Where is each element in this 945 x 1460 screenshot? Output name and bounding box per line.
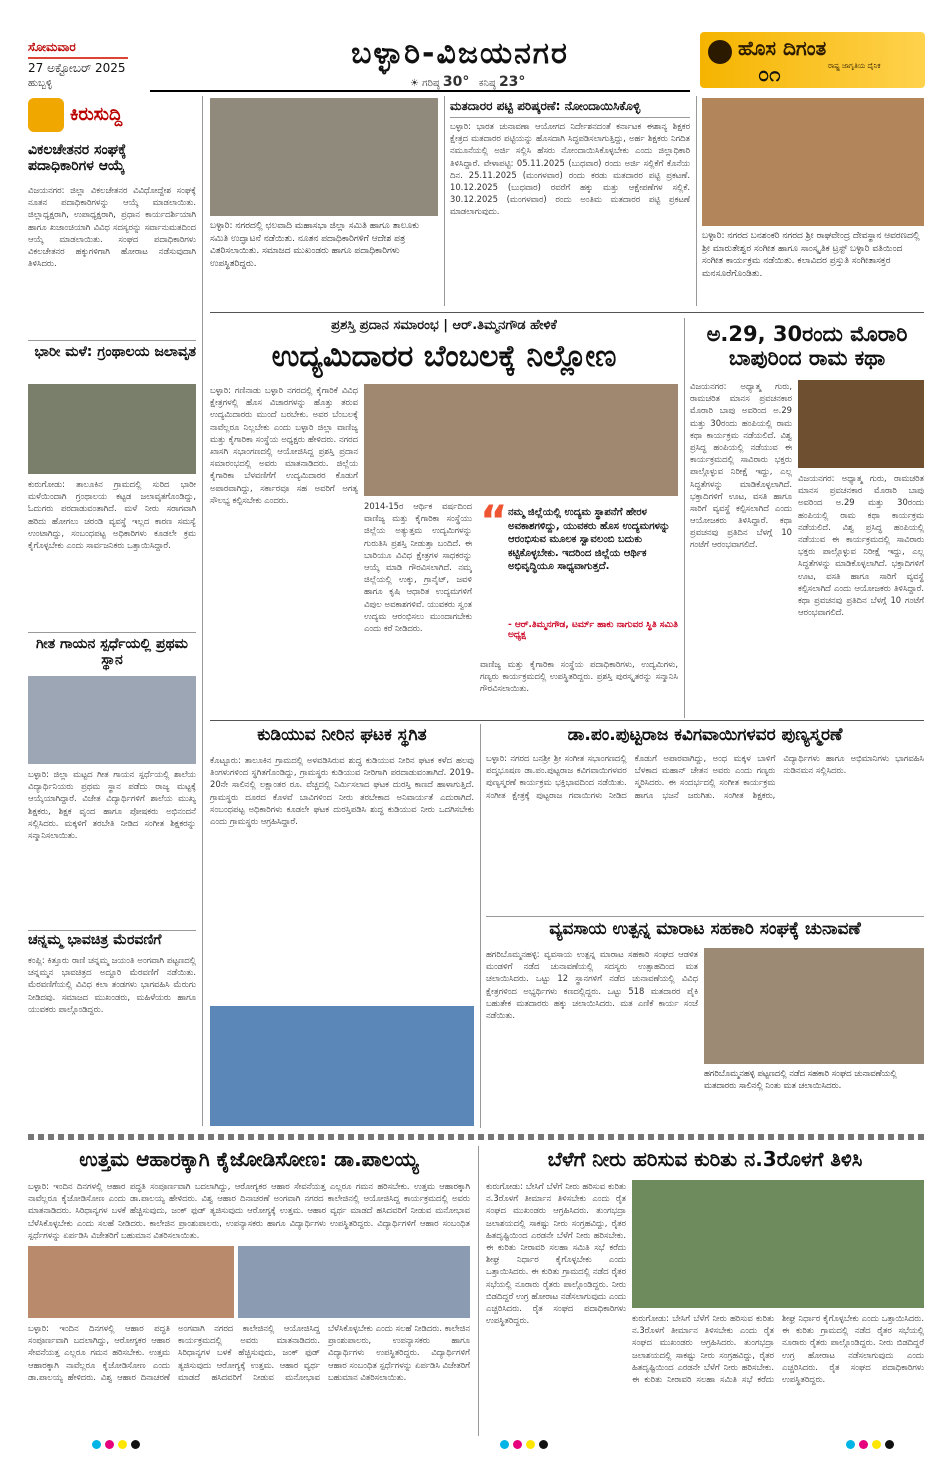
brief-headline: ವಿಕಲಚೇತನರ ಸಂಘಕ್ಕೆ ಪದಾಧಿಕಾರಿಗಳ ಆಯ್ಕೆ xyxy=(28,142,127,175)
day-label: ಸೋಮವಾರ xyxy=(28,40,128,59)
weather-min-label: ಕನಿಷ್ಠ xyxy=(478,78,496,89)
food-body-top: ಬಳ್ಳಾರಿ: ಇಂದಿನ ದಿನಗಳಲ್ಲಿ ಆಹಾರ ಪದ್ಧತಿ ಸಂಪೂರ್ಣವಾಗಿ ಬದಲಾಗಿದ್ದು, ಆರೋಗ್ಯಕರ ಆಹಾರ ಸೇವನೆಯತ್ತ ಎಲ್ಲರೂ ಗಮನ ಹರಿಸಬೇಕು. ಉತ್ತಮ ಆಹಾರಕ್ಕಾಗಿ ನಾವೆಲ್ಲರೂ ಕೈಜೋಡಿಸೋಣ ಎಂದು ಡಾ.ಪಾಲಯ್ಯ ಹೇಳಿದರು. ವಿಶ್ವ ಆಹಾರ ದಿನಾಚರಣೆ ಅಂಗವಾಗಿ ನಗರದ ಕಾಲೇಜಿನಲ್ಲಿ ಆಯೋಜಿಸಿದ್ದ ಕಾರ್ಯಕ್ರಮದಲ್ಲಿ ಅವರು ಮಾತನಾಡಿದರು. ಸಿರಿಧಾನ್ಯಗಳ ಬಳಕೆ ಹೆಚ್ಚಿಸುವುದು, ಜಂಕ್ ಫುಡ್ ತ್ಯಜಿಸುವುದು ಆರೋಗ್ಯಕ್ಕೆ ಉತ್ತಮ. ಆಹಾರ ವ್ಯರ್ಥ ಮಾಡದೆ ಹಸಿದವರಿಗೆ ನೀಡುವ ಮನೋಭಾವ ಬೆಳೆಸಿಕೊಳ್ಳಬೇಕು ಎಂದು ಸಲಹೆ ನೀಡಿದರು. ಕಾಲೇಜಿನ ಪ್ರಾಂಶುಪಾಲರು, ಉಪನ್ಯಾಸಕರು ಹಾಗೂ ವಿದ್ಯಾರ್ಥಿಗಳು ಉಪಸ್ಥಿತರಿದ್ದರು. ವಿದ್ಯಾರ್ಥಿಗಳಿಗೆ ಆಹಾರ ಸಂಬಂಧಿತ ಸ್ಪರ್ಧೆಗಳನ್ನು ಏರ್ಪಡಿಸಿ ವಿಜೇತರಿಗೆ ಬಹುಮಾನ ವಿತರಿಸಲಾಯಿತು. xyxy=(28,1181,470,1240)
column-rule xyxy=(202,96,203,1126)
divider xyxy=(486,916,924,917)
brief-body: ಕಂಪ್ಲಿ: ಕಿತ್ತೂರು ರಾಣಿ ಚನ್ನಮ್ಮ ಜಯಂತಿ ಅಂಗವಾಗಿ ಪಟ್ಟಣದಲ್ಲಿ ಚನ್ನಮ್ಮನ ಭಾವಚಿತ್ರದ ಅದ್ದೂರಿ ಮೆರವಣಿಗೆ ನಡೆಯಿತು. ಮೆರವಣಿಗೆಯಲ್ಲಿ ವಿವಿಧ ಕಲಾ ತಂಡಗಳು ಭಾಗವಹಿಸಿ ಮೆರುಗು ನೀಡಿದವು. ಸಮಾಜದ ಮುಖಂಡರು, ಮಹಿಳೆಯರು ಹಾಗೂ ಯುವಕರು ಪಾಲ್ಗೊಂಡಿದ್ದರು. xyxy=(28,955,196,1014)
lead-headline: ಉದ್ಯಮಿದಾರರ ಬೆಂಬಲಕ್ಕೆ ನಿಲ್ಲೋಣ xyxy=(271,339,617,374)
print-registration-marks xyxy=(500,1440,548,1449)
water-body: ಕೊಟ್ಟೂರು: ತಾಲೂಕಿನ ಗ್ರಾಮದಲ್ಲಿ ಅಳವಡಿಸಿರುವ ಶುದ್ಧ ಕುಡಿಯುವ ನೀರಿನ ಘಟಕ ಕಳೆದ ಹಲವು ತಿಂಗಳುಗಳಿಂದ ಸ್ಥಗಿತಗೊಂಡಿದ್ದು, ಗ್ರಾಮಸ್ಥರು ಕುಡಿಯುವ ನೀರಿಗಾಗಿ ಪರದಾಡುವಂತಾಗಿದೆ. 2019-20ನೇ ಸಾಲಿನಲ್ಲಿ ಲಕ್ಷಾಂತರ ರೂ. ವೆಚ್ಚದಲ್ಲಿ ನಿರ್ಮಿಸಲಾದ ಘಟಕ ದುರಸ್ತಿ ಕಾಣದೆ ಹಾಳಾಗುತ್ತಿದೆ. ಗ್ರಾಮಸ್ಥರು ದೂರದ ಕೊಳವೆ ಬಾವಿಗಳಿಂದ ನೀರು ತರಬೇಕಾದ ಅನಿವಾರ್ಯತೆ ಎದುರಾಗಿದೆ. ಸಂಬಂಧಪಟ್ಟ ಅಧಿಕಾರಿಗಳು ಕೂಡಲೇ ಘಟಕ ದುರಸ್ತಿಪಡಿಸಿ ಶುದ್ಧ ಕುಡಿಯುವ ನೀರು ಒದಗಿಸಬೇಕು ಎಂದು ಗ್ರಾಮಸ್ಥರು ಆಗ್ರಹಿಸಿದ್ದಾರೆ. xyxy=(210,755,474,826)
logo-text: ಹೊಸ ದಿಗಂತ xyxy=(738,36,827,60)
weather-max-label: ಗರಿಷ್ಠ xyxy=(422,78,440,89)
voter-body: ಬಳ್ಳಾರಿ: ಭಾರತ ಚುನಾವಣಾ ಆಯೋಗದ ನಿರ್ದೇಶನದಂತೆ ಕರ್ನಾಟಕ ಈಶಾನ್ಯ ಶಿಕ್ಷಕರ ಕ್ಷೇತ್ರದ ಮತದಾರರ ಪಟ್ಟಿಯನ್ನು ಹೊಸದಾಗಿ ಸಿದ್ಧಪಡಿಸಲಾಗುತ್ತಿದ್ದು, ಅರ್ಹ ಶಿಕ್ಷಕರು ನಿಗದಿತ ನಮೂನೆಯಲ್ಲಿ ಅರ್ಜಿ ಸಲ್ಲಿಸಿ ಹೆಸರು ನೋಂದಾಯಿಸಿಕೊಳ್ಳಬೇಕು ಎಂದು ಜಿಲ್ಲಾಧಿಕಾರಿ ತಿಳಿಸಿದ್ದಾರೆ. ವೇಳಾಪಟ್ಟಿ: 05.11.2025 (ಬುಧವಾರ) ರಂದು ಅರ್ಜಿ ಸಲ್ಲಿಕೆಗೆ ಕೊನೆಯ ದಿನ. 25.11.2025 (ಮಂಗಳವಾರ) ರಂದು ಕರಡು ಮತದಾರರ ಪಟ್ಟಿ ಪ್ರಕಟಣೆ. 10.12.2025 (ಬುಧವಾರ) ರವರೆಗೆ ಹಕ್ಕು ಮತ್ತು ಆಕ್ಷೇಪಣೆಗಳ ಸಲ್ಲಿಕೆ. 30.12.2025 (ಮಂಗಳವಾರ) ರಂದು ಅಂತಿಮ ಮತದಾರರ ಪಟ್ಟಿ ಪ್ರಕಟಣೆ ಮಾಡಲಾಗುವುದು. xyxy=(450,121,690,217)
quote-mark-icon: “ xyxy=(480,496,508,545)
column-rule xyxy=(696,96,697,306)
lead-quote: ನಮ್ಮ ಜಿಲ್ಲೆಯಲ್ಲಿ ಉದ್ಯಮ ಸ್ಥಾಪನೆಗೆ ಹೇರಳ ಅವಕಾಶಗಳಿದ್ದು, ಯುವಕರು ಹೊಸ ಉದ್ಯಮಗಳನ್ನು ಆರಂಭಿಸುವ ಮೂಲಕ ಸ್ವಾವಲಂಬಿ ಬದುಕು ಕಟ್ಟಿಕೊಳ್ಳಬೇಕು. ಇದರಿಂದ ಜಿಲ್ಲೆಯ ಆರ್ಥಿಕ ಅಭಿವೃದ್ಧಿಯೂ ಸಾಧ್ಯವಾಗುತ್ತದೆ. xyxy=(508,507,671,572)
divider xyxy=(28,632,196,633)
water-plant-photo xyxy=(210,1006,474,1126)
award-ceremony-photo xyxy=(364,384,678,496)
sun-icon: ☀ xyxy=(410,78,419,89)
food-event-photo-1 xyxy=(28,1246,234,1318)
divider xyxy=(450,117,690,118)
divider xyxy=(28,930,196,931)
masthead xyxy=(0,0,945,92)
print-registration-marks xyxy=(92,1440,140,1449)
music-program-photo xyxy=(702,98,924,226)
flooded-library-photo xyxy=(28,384,196,474)
column-rule xyxy=(480,724,481,1128)
lead-body-mid: 2014-15ರ ಆರ್ಥಿಕ ವರ್ಷದಿಂದ ವಾಣಿಜ್ಯ ಮತ್ತು ಕೈಗಾರಿಕಾ ಸಂಸ್ಥೆಯು ಜಿಲ್ಲೆಯ ಅತ್ಯುತ್ತಮ ಉದ್ಯಮಿಗಳನ್ನು ಗುರುತಿಸಿ ಪ್ರಶಸ್ತಿ ನೀಡುತ್ತಾ ಬಂದಿದೆ. ಈ ಬಾರಿಯೂ ವಿವಿಧ ಕ್ಷೇತ್ರಗಳ ಸಾಧಕರನ್ನು ಆಯ್ಕೆ ಮಾಡಿ ಗೌರವಿಸಲಾಗಿದೆ. ನಮ್ಮ ಜಿಲ್ಲೆಯಲ್ಲಿ ಉಕ್ಕು, ಗ್ರಾನೈಟ್, ಜವಳಿ ಹಾಗೂ ಕೃಷಿ ಆಧಾರಿತ ಉದ್ಯಮಗಳಿಗೆ ವಿಪುಲ ಅವಕಾಶಗಳಿವೆ. ಯುವಕರು ಸ್ವಂತ ಉದ್ಯಮ ಆರಂಭಿಸಲು ಮುಂದಾಗಬೇಕು ಎಂದು ಕರೆ ನೀಡಿದರು. xyxy=(364,501,472,633)
column-rule xyxy=(684,318,685,718)
brief-headline: ಗೀತ ಗಾಯನ ಸ್ಪರ್ಧೆಯಲ್ಲಿ ಪ್ರಥಮ ಸ್ಥಾನ xyxy=(36,636,188,669)
page-number: ೦೧ xyxy=(758,62,781,86)
ramakatha-body-right: ವಿಜಯನಗರ: ಅಧ್ಯಾತ್ಮ ಗುರು, ರಾಮಚರಿತ ಮಾನಸ ಪ್ರವಚನಕಾರ ಮೊರಾರಿ ಬಾಪು ಅವರಿಂದ ಅ.29 ಮತ್ತು 30ರಂದು ಹಂಪಿಯಲ್ಲಿ ರಾಮ ಕಥಾ ಕಾರ್ಯಕ್ರಮ ನಡೆಯಲಿದೆ. ವಿಶ್ವ ಪ್ರಸಿದ್ಧ ಹಂಪಿಯಲ್ಲಿ ನಡೆಯುವ ಈ ಕಾರ್ಯಕ್ರಮದಲ್ಲಿ ಸಾವಿರಾರು ಭಕ್ತರು ಪಾಲ್ಗೊಳ್ಳುವ ನಿರೀಕ್ಷೆ ಇದ್ದು, ಎಲ್ಲ ಸಿದ್ಧತೆಗಳನ್ನು ಮಾಡಿಕೊಳ್ಳಲಾಗಿದೆ. ಭಕ್ತಾದಿಗಳಿಗೆ ಊಟ, ವಸತಿ ಹಾಗೂ ಸಾರಿಗೆ ವ್ಯವಸ್ಥೆ ಕಲ್ಪಿಸಲಾಗಿದೆ ಎಂದು ಆಯೋಜಕರು ತಿಳಿಸಿದ್ದಾರೆ. ಕಥಾ ಪ್ರವಚನವು ಪ್ರತಿದಿನ ಬೆಳಗ್ಗೆ 10 ಗಂಟೆಗೆ ಆರಂಭವಾಗಲಿದೆ. xyxy=(798,473,924,618)
divider xyxy=(210,720,924,721)
photo-caption: ಹಗರಿಬೊಮ್ಮನಹಳ್ಳಿ ಪಟ್ಟಣದಲ್ಲಿ ನಡೆದ ಸಹಕಾರಿ ಸಂಘದ ಚುನಾವಣೆಯಲ್ಲಿ ಮತದಾರರು ಸಾಲಿನಲ್ಲಿ ನಿಂತು ಮತ ಚಲಾಯಿಸಿದರು. xyxy=(704,1068,897,1090)
ramakatha-body-left: ವಿಜಯನಗರ: ಅಧ್ಯಾತ್ಮ ಗುರು, ರಾಮಚರಿತ ಮಾನಸ ಪ್ರವಚನಕಾರ ಮೊರಾರಿ ಬಾಪು ಅವರಿಂದ ಅ.29 ಮತ್ತು 30ರಂದು ಹಂಪಿಯಲ್ಲಿ ರಾಮ ಕಥಾ ಕಾರ್ಯಕ್ರಮ ನಡೆಯಲಿದೆ. ವಿಶ್ವ ಪ್ರಸಿದ್ಧ ಹಂಪಿಯಲ್ಲಿ ನಡೆಯುವ ಈ ಕಾರ್ಯಕ್ರಮದಲ್ಲಿ ಸಾವಿರಾರು ಭಕ್ತರು ಪಾಲ್ಗೊಳ್ಳುವ ನಿರೀಕ್ಷೆ ಇದ್ದು, ಎಲ್ಲ ಸಿದ್ಧತೆಗಳನ್ನು ಮಾಡಿಕೊಳ್ಳಲಾಗಿದೆ. ಭಕ್ತಾದಿಗಳಿಗೆ ಊಟ, ವಸತಿ ಹಾಗೂ ಸಾರಿಗೆ ವ್ಯವಸ್ಥೆ ಕಲ್ಪಿಸಲಾಗಿದೆ ಎಂದು ಆಯೋಜಕರು ತಿಳಿಸಿದ್ದಾರೆ. ಕಥಾ ಪ್ರವಚನವು ಪ್ರತಿದಿನ ಬೆಳಗ್ಗೆ 10 ಗಂಟೆಗೆ ಆರಂಭವಾಗಲಿದೆ. xyxy=(690,381,792,550)
column-rule xyxy=(444,96,445,306)
farmers-meeting-photo xyxy=(632,1180,924,1308)
section-divider xyxy=(28,1134,924,1140)
water-headline: ಕುಡಿಯುವ ನೀರಿನ ಘಟಕ ಸ್ಥಗಿತ xyxy=(257,725,427,745)
brief-body: ಬಳ್ಳಾರಿ: ಜಿಲ್ಲಾ ಮಟ್ಟದ ಗೀತ ಗಾಯನ ಸ್ಪರ್ಧೆಯಲ್ಲಿ ಶಾಲೆಯ ವಿದ್ಯಾರ್ಥಿನಿಯರು ಪ್ರಥಮ ಸ್ಥಾನ ಪಡೆದು ರಾಜ್ಯ ಮಟ್ಟಕ್ಕೆ ಆಯ್ಕೆಯಾಗಿದ್ದಾರೆ. ವಿಜೇತ ವಿದ್ಯಾರ್ಥಿಗಳಿಗೆ ಶಾಲೆಯ ಮುಖ್ಯ ಶಿಕ್ಷಕರು, ಶಿಕ್ಷಕ ವೃಂದ ಹಾಗೂ ಪೋಷಕರು ಅಭಿನಂದನೆ ಸಲ್ಲಿಸಿದರು. ಮಕ್ಕಳಿಗೆ ತರಬೇತಿ ನೀಡಿದ ಸಂಗೀತ ಶಿಕ್ಷಕರನ್ನು ಸನ್ಮಾನಿಸಲಾಯಿತು. xyxy=(28,769,196,840)
irrigation-headline: ಬೆಳೆಗೆ ನೀರು ಹರಿಸುವ ಕುರಿತು ನ.3ರೊಳಗೆ ತಿಳಿಸಿ xyxy=(547,1147,863,1171)
newspaper-logo xyxy=(700,32,925,88)
column-rule xyxy=(478,1146,479,1436)
lead-body-right: ವಾಣಿಜ್ಯ ಮತ್ತು ಕೈಗಾರಿಕಾ ಸಂಸ್ಥೆಯ ಪದಾಧಿಕಾರಿಗಳು, ಉದ್ಯಮಿಗಳು, ಗಣ್ಯರು ಕಾರ್ಯಕ್ರಮದಲ್ಲಿ ಉಪಸ್ಥಿತರಿದ್ದರು. ಪ್ರಶಸ್ತಿ ಪುರಸ್ಕೃತರನ್ನು ಸನ್ಮಾನಿಸಿ ಗೌರವಿಸಲಾಯಿತು. xyxy=(480,659,678,694)
morari-bapu-photo xyxy=(798,380,924,468)
brief-headline: ಚನ್ನಮ್ಮ ಭಾವಚಿತ್ರ ಮೆರವಣಿಗೆ xyxy=(28,932,162,948)
food-body: ಬಳ್ಳಾರಿ: ಇಂದಿನ ದಿನಗಳಲ್ಲಿ ಆಹಾರ ಪದ್ಧತಿ ಸಂಪೂರ್ಣವಾಗಿ ಬದಲಾಗಿದ್ದು, ಆರೋಗ್ಯಕರ ಆಹಾರ ಸೇವನೆಯತ್ತ ಎಲ್ಲರೂ ಗಮನ ಹರಿಸಬೇಕು. ಉತ್ತಮ ಆಹಾರಕ್ಕಾಗಿ ನಾವೆಲ್ಲರೂ ಕೈಜೋಡಿಸೋಣ ಎಂದು ಡಾ.ಪಾಲಯ್ಯ ಹೇಳಿದರು. ವಿಶ್ವ ಆಹಾರ ದಿನಾಚರಣೆ ಅಂಗವಾಗಿ ನಗರದ ಕಾಲೇಜಿನಲ್ಲಿ ಆಯೋಜಿಸಿದ್ದ ಕಾರ್ಯಕ್ರಮದಲ್ಲಿ ಅವರು ಮಾತನಾಡಿದರು. ಸಿರಿಧಾನ್ಯಗಳ ಬಳಕೆ ಹೆಚ್ಚಿಸುವುದು, ಜಂಕ್ ಫುಡ್ ತ್ಯಜಿಸುವುದು ಆರೋಗ್ಯಕ್ಕೆ ಉತ್ತಮ. ಆಹಾರ ವ್ಯರ್ಥ ಮಾಡದೆ ಹಸಿದವರಿಗೆ ನೀಡುವ ಮನೋಭಾವ ಬೆಳೆಸಿಕೊಳ್ಳಬೇಕು ಎಂದು ಸಲಹೆ ನೀಡಿದರು. ಕಾಲೇಜಿನ ಪ್ರಾಂಶುಪಾಲರು, ಉಪನ್ಯಾಸಕರು ಹಾಗೂ ವಿದ್ಯಾರ್ಥಿಗಳು ಉಪಸ್ಥಿತರಿದ್ದರು. ವಿದ್ಯಾರ್ಥಿಗಳಿಗೆ ಆಹಾರ ಸಂಬಂಧಿತ ಸ್ಪರ್ಧೆಗಳನ್ನು ಏರ್ಪಡಿಸಿ ವಿಜೇತರಿಗೆ ಬಹುಮಾನ ವಿತರಿಸಲಾಯಿತು. xyxy=(28,1323,470,1382)
divider xyxy=(210,312,924,313)
weather-max: 30° xyxy=(442,74,470,90)
weather xyxy=(410,74,525,90)
puttaraj-headline: ಡಾ.ಪಂ.ಪುಟ್ಟರಾಜ ಕವಿಗವಾಯಿಗಳವರ ಪುಣ್ಯಸ್ಮರಣೆ xyxy=(567,725,843,745)
lead-body-left: ಬಳ್ಳಾರಿ: ಗಣಿನಾಡು ಬಳ್ಳಾರಿ ನಗರದಲ್ಲಿ ಕೈಗಾರಿಕೆ ವಿವಿಧ ಕ್ಷೇತ್ರಗಳಲ್ಲಿ ಹೊಸ ವಿಚಾರಗಳನ್ನು ಹೊತ್ತು ತರುವ ಉದ್ಯಮಿದಾರರು ಮುಂದೆ ಬರಬೇಕು. ಅವರ ಬೆಂಬಲಕ್ಕೆ ನಾವೆಲ್ಲರೂ ನಿಲ್ಲಬೇಕು ಎಂದು ಬಳ್ಳಾರಿ ಜಿಲ್ಲಾ ವಾಣಿಜ್ಯ ಮತ್ತು ಕೈಗಾರಿಕಾ ಸಂಸ್ಥೆಯ ಅಧ್ಯಕ್ಷರು ಹೇಳಿದರು. ನಗರದ ಖಾಸಗಿ ಸಭಾಂಗಣದಲ್ಲಿ ಆಯೋಜಿಸಿದ್ದ ಪ್ರಶಸ್ತಿ ಪ್ರದಾನ ಸಮಾರಂಭದಲ್ಲಿ ಅವರು ಮಾತನಾಡಿದರು. ಜಿಲ್ಲೆಯ ಕೈಗಾರಿಕಾ ಬೆಳವಣಿಗೆಗೆ ಉದ್ಯಮಿದಾರರ ಕೊಡುಗೆ ಅಪಾರವಾಗಿದ್ದು, ಸರ್ಕಾರವೂ ಸಹ ಅವರಿಗೆ ಅಗತ್ಯ ಸೌಲಭ್ಯ ಕಲ್ಪಿಸಬೇಕು ಎಂದರು. xyxy=(210,385,358,505)
irrigation-body-right: ಕುರುಗೋಡು: ಬೇಸಿಗೆ ಬೆಳೆಗೆ ನೀರು ಹರಿಸುವ ಕುರಿತು ನ.3ರೊಳಗೆ ತೀರ್ಮಾನ ತಿಳಿಸಬೇಕು ಎಂದು ರೈತ ಸಂಘದ ಮುಖಂಡರು ಆಗ್ರಹಿಸಿದರು. ತುಂಗಭದ್ರಾ ಜಲಾಶಯದಲ್ಲಿ ಸಾಕಷ್ಟು ನೀರು ಸಂಗ್ರಹವಿದ್ದು, ರೈತರ ಹಿತದೃಷ್ಟಿಯಿಂದ ಎರಡನೇ ಬೆಳೆಗೆ ನೀರು ಹರಿಸಬೇಕು. ಈ ಕುರಿತು ನೀರಾವರಿ ಸಲಹಾ ಸಮಿತಿ ಸಭೆ ಕರೆದು ಶೀಘ್ರ ನಿರ್ಧಾರ ಕೈಗೊಳ್ಳಬೇಕು ಎಂದು ಒತ್ತಾಯಿಸಿದರು. ಈ ಕುರಿತು ಗ್ರಾಮದಲ್ಲಿ ನಡೆದ ರೈತರ ಸಭೆಯಲ್ಲಿ ನೂರಾರು ರೈತರು ಪಾಲ್ಗೊಂಡಿದ್ದರು. ನೀರು ಬಿಡದಿದ್ದರೆ ಉಗ್ರ ಹೋರಾಟ ನಡೆಸಲಾಗುವುದು ಎಂದು ಎಚ್ಚರಿಸಿದರು. ರೈತ ಸಂಘದ ಪದಾಧಿಕಾರಿಗಳು ಉಪಸ್ಥಿತರಿದ್ದರು. xyxy=(632,1313,924,1384)
photo-caption: ಬಳ್ಳಾರಿ: ನಗರದ ಬನಶಂಕರಿ ನಗರದ ಶ್ರೀ ರಾಘವೇಂದ್ರ ದೇವಸ್ಥಾನ ಆವರಣದಲ್ಲಿ ಶ್ರೀ ಮಾರುತೇಶ್ವರ ಸಂಗೀತ ಹಾಗೂ ಸಾಂಸ್ಕೃತಿಕ ಟ್ರಸ್ಟ್ ಬಳ್ಳಾರಿ ವತಿಯಿಂದ ಸಂಗೀತ ಕಾರ್ಯಕ್ರಮ ನಡೆಯಿತು. ಕಲಾವಿದರ ಪ್ರಸ್ತುತಿ ಸಂಗೀತಾಸಕ್ತರ ಮನಸೂರೆಗೊಂಡಿತು. xyxy=(702,231,920,279)
dateline xyxy=(28,40,128,89)
voter-headline: ಮತದಾರರ ಪಟ್ಟಿ ಪರಿಷ್ಕರಣೆ: ನೋಂದಾಯಿಸಿಕೊಳ್ಳಿ xyxy=(450,99,641,113)
election-queue-photo xyxy=(704,948,924,1064)
logo-tagline: ರಾಷ್ಟ್ರ ಜಾಗೃತಿಯ ದೈನಿಕ xyxy=(828,62,881,70)
coop-headline: ವ್ಯವಸಾಯ ಉತ್ಪನ್ನ ಮಾರಾಟ ಸಹಕಾರಿ ಸಂಘಕ್ಕೆ ಚುನಾವಣೆ xyxy=(549,919,861,939)
photo-caption: ಬಳ್ಳಾರಿ: ನಗರದಲ್ಲಿ ಛಲವಾದಿ ಮಹಾಸಭಾ ಜಿಲ್ಲಾ ಸಮಿತಿ ಹಾಗೂ ತಾಲೂಕು ಸಮಿತಿ ಉದ್ಘಾಟನೆ ನಡೆಯಿತು. ನೂತನ ಪದಾಧಿಕಾರಿಗಳಿಗೆ ಆದೇಶ ಪತ್ರ ವಿತರಿಸಲಾಯಿತು. ಸಮಾಜದ ಮುಖಂಡರು ಹಾಗೂ ಪದಾಧಿಕಾರಿಗಳು ಉಪಸ್ಥಿತರಿದ್ದರು. xyxy=(210,221,420,269)
puttaraj-body: ಬಳ್ಳಾರಿ: ನಗರದ ಬನಶ್ರೀ ಶ್ರೀ ಸಂಗೀತ ಸಭಾಂಗಣದಲ್ಲಿ ಪದ್ಮಭೂಷಣ ಡಾ.ಪಂ.ಪುಟ್ಟರಾಜ ಕವಿಗವಾಯಿಗಳವರ ಪುಣ್ಯಸ್ಮರಣೆ ಕಾರ್ಯಕ್ರಮ ಭಕ್ತಿಭಾವದಿಂದ ನಡೆಯಿತು. ಸಂಗೀತ ಕ್ಷೇತ್ರಕ್ಕೆ ಪುಟ್ಟರಾಜ ಗವಾಯಿಗಳು ನೀಡಿದ ಕೊಡುಗೆ ಅಪಾರವಾಗಿದ್ದು, ಅಂಧ ಮಕ್ಕಳ ಬಾಳಿಗೆ ಬೆಳಕಾದ ಮಹಾನ್ ಚೇತನ ಅವರು ಎಂದು ಗಣ್ಯರು ಸ್ಮರಿಸಿದರು. ಈ ಸಂದರ್ಭದಲ್ಲಿ ಸಂಗೀತ ಕಾರ್ಯಕ್ರಮ ಹಾಗೂ ಭಜನೆ ಜರುಗಿತು. ಸಂಗೀತ ಶಿಕ್ಷಕರು, ವಿದ್ಯಾರ್ಥಿಗಳು ಹಾಗೂ ಅಭಿಮಾನಿಗಳು ಭಾಗವಹಿಸಿ ನುಡಿನಮನ ಸಲ್ಲಿಸಿದರು. xyxy=(486,753,924,800)
students-award-photo xyxy=(28,676,196,764)
food-headline: ಉತ್ತಮ ಆಹಾರಕ್ಕಾಗಿ ಕೈಜೋಡಿಸೋಣ: ಡಾ.ಪಾಲಯ್ಯ xyxy=(79,1147,419,1171)
coop-body: ಹಗರಿಬೊಮ್ಮನಹಳ್ಳಿ: ವ್ಯವಸಾಯ ಉತ್ಪನ್ನ ಮಾರಾಟ ಸಹಕಾರಿ ಸಂಘದ ಆಡಳಿತ ಮಂಡಳಿಗೆ ನಡೆದ ಚುನಾವಣೆಯಲ್ಲಿ ಸದಸ್ಯರು ಉತ್ಸಾಹದಿಂದ ಮತ ಚಲಾಯಿಸಿದರು. ಒಟ್ಟು 12 ಸ್ಥಾನಗಳಿಗೆ ನಡೆದ ಚುನಾವಣೆಯಲ್ಲಿ ವಿವಿಧ ಕ್ಷೇತ್ರಗಳಿಂದ ಅಭ್ಯರ್ಥಿಗಳು ಕಣದಲ್ಲಿದ್ದರು. ಒಟ್ಟು 518 ಮತದಾರರ ಪೈಕಿ ಬಹುತೇಕ ಮತದಾರರು ಹಕ್ಕು ಚಲಾಯಿಸಿದರು. ಮತ ಎಣಿಕೆ ಕಾರ್ಯ ಸಂಜೆ ನಡೆಯಿತು. xyxy=(486,949,698,1020)
brief-body: ವಿಜಯನಗರ: ಜಿಲ್ಲಾ ವಿಕಲಚೇತನರ ವಿವಿಧೋದ್ದೇಶ ಸಂಘಕ್ಕೆ ನೂತನ ಪದಾಧಿಕಾರಿಗಳನ್ನು ಆಯ್ಕೆ ಮಾಡಲಾಯಿತು. ಜಿಲ್ಲಾಧ್ಯಕ್ಷರಾಗಿ, ಉಪಾಧ್ಯಕ್ಷರಾಗಿ, ಪ್ರಧಾನ ಕಾರ್ಯದರ್ಶಿಯಾಗಿ ಹಾಗೂ ಖಜಾಂಚಿಯಾಗಿ ವಿವಿಧ ಸದಸ್ಯರನ್ನು ಸರ್ವಾನುಮತದಿಂದ ಆಯ್ಕೆ ಮಾಡಲಾಯಿತು. ಸಂಘದ ಪದಾಧಿಕಾರಿಗಳು ವಿಕಲಚೇತನರ ಹಕ್ಕುಗಳಿಗಾಗಿ ಹೋರಾಟ ನಡೆಸುವುದಾಗಿ ತಿಳಿಸಿದರು. xyxy=(28,185,196,269)
kirusuddi-label: ಕಿರುಸುದ್ದಿ xyxy=(70,104,123,125)
megaphone-icon xyxy=(28,98,64,132)
divider xyxy=(28,340,196,341)
lead-kicker: ಪ್ರಶಸ್ತಿ ಪ್ರದಾನ ಸಮಾರಂಭ | ಆರ್.ತಿಮ್ಮನಗೌಡ ಹೇಳಿಕೆ xyxy=(331,318,557,333)
date-label: 27 ಅಕ್ಟೋಬರ್ 2025 xyxy=(28,61,126,75)
ramakatha-headline: ಅ.29, 30ರಂದು ಮೊರಾರಿ ಬಾಪುರಿಂದ ರಾಮ ಕಥಾ xyxy=(706,322,908,371)
quote-author: - ಆರ್.ತಿಮ್ಮನಗೌಡ, ಟರ್ಮ್ ಹಾಕು ನಾಗುವರ ಸ್ಥಿತಿ ಸಮಿತಿ ಅಧ್ಯಕ್ಷ xyxy=(508,620,678,640)
irrigation-body-left: ಕುರುಗೋಡು: ಬೇಸಿಗೆ ಬೆಳೆಗೆ ನೀರು ಹರಿಸುವ ಕುರಿತು ನ.3ರೊಳಗೆ ತೀರ್ಮಾನ ತಿಳಿಸಬೇಕು ಎಂದು ರೈತ ಸಂಘದ ಮುಖಂಡರು ಆಗ್ರಹಿಸಿದರು. ತುಂಗಭದ್ರಾ ಜಲಾಶಯದಲ್ಲಿ ಸಾಕಷ್ಟು ನೀರು ಸಂಗ್ರಹವಿದ್ದು, ರೈತರ ಹಿತದೃಷ್ಟಿಯಿಂದ ಎರಡನೇ ಬೆಳೆಗೆ ನೀರು ಹರಿಸಬೇಕು. ಈ ಕುರಿತು ನೀರಾವರಿ ಸಲಹಾ ಸಮಿತಿ ಸಭೆ ಕರೆದು ಶೀಘ್ರ ನಿರ್ಧಾರ ಕೈಗೊಳ್ಳಬೇಕು ಎಂದು ಒತ್ತಾಯಿಸಿದರು. ಈ ಕುರಿತು ಗ್ರಾಮದಲ್ಲಿ ನಡೆದ ರೈತರ ಸಭೆಯಲ್ಲಿ ನೂರಾರು ರೈತರು ಪಾಲ್ಗೊಂಡಿದ್ದರು. ನೀರು ಬಿಡದಿದ್ದರೆ ಉಗ್ರ ಹೋರಾಟ ನಡೆಸಲಾಗುವುದು ಎಂದು ಎಚ್ಚರಿಸಿದರು. ರೈತ ಸಂಘದ ಪದಾಧಿಕಾರಿಗಳು ಉಪಸ್ಥಿತರಿದ್ದರು. xyxy=(486,1181,626,1326)
brief-headline: ಭಾರೀ ಮಳೆ: ಗ್ರಂಥಾಲಯ ಜಲಾವೃತ xyxy=(34,344,196,360)
logo-emblem-icon xyxy=(708,40,732,64)
print-registration-marks xyxy=(846,1440,894,1449)
city-label: ಹುಬ್ಬಳ್ಳಿ xyxy=(28,78,53,89)
mahasabha-photo xyxy=(210,98,438,216)
masthead-rule xyxy=(150,90,690,92)
food-event-photo-2 xyxy=(238,1246,470,1318)
section-title: ಬಳ್ಳಾರಿ-ವಿಜಯನಗರ xyxy=(351,36,569,71)
brief-body: ಕುರುಗೋಡು: ತಾಲೂಕಿನ ಗ್ರಾಮದಲ್ಲಿ ಸುರಿದ ಭಾರೀ ಮಳೆಯಿಂದಾಗಿ ಗ್ರಂಥಾಲಯ ಕಟ್ಟಡ ಜಲಾವೃತಗೊಂಡಿದ್ದು, ಓದುಗರು ಪರದಾಡುವಂತಾಗಿದೆ. ಮಳೆ ನೀರು ಸರಾಗವಾಗಿ ಹರಿದು ಹೋಗಲು ಚರಂಡಿ ವ್ಯವಸ್ಥೆ ಇಲ್ಲದ ಕಾರಣ ಸಮಸ್ಯೆ ಉಂಟಾಗಿದ್ದು, ಸಂಬಂಧಪಟ್ಟ ಅಧಿಕಾರಿಗಳು ಕೂಡಲೇ ಕ್ರಮ ಕೈಗೊಳ್ಳಬೇಕು ಎಂದು ಸಾರ್ವಜನಿಕರು ಒತ್ತಾಯಿಸಿದ್ದಾರೆ. xyxy=(28,479,196,550)
weather-min: 23° xyxy=(498,74,526,90)
kirusuddi-badge xyxy=(28,98,173,132)
